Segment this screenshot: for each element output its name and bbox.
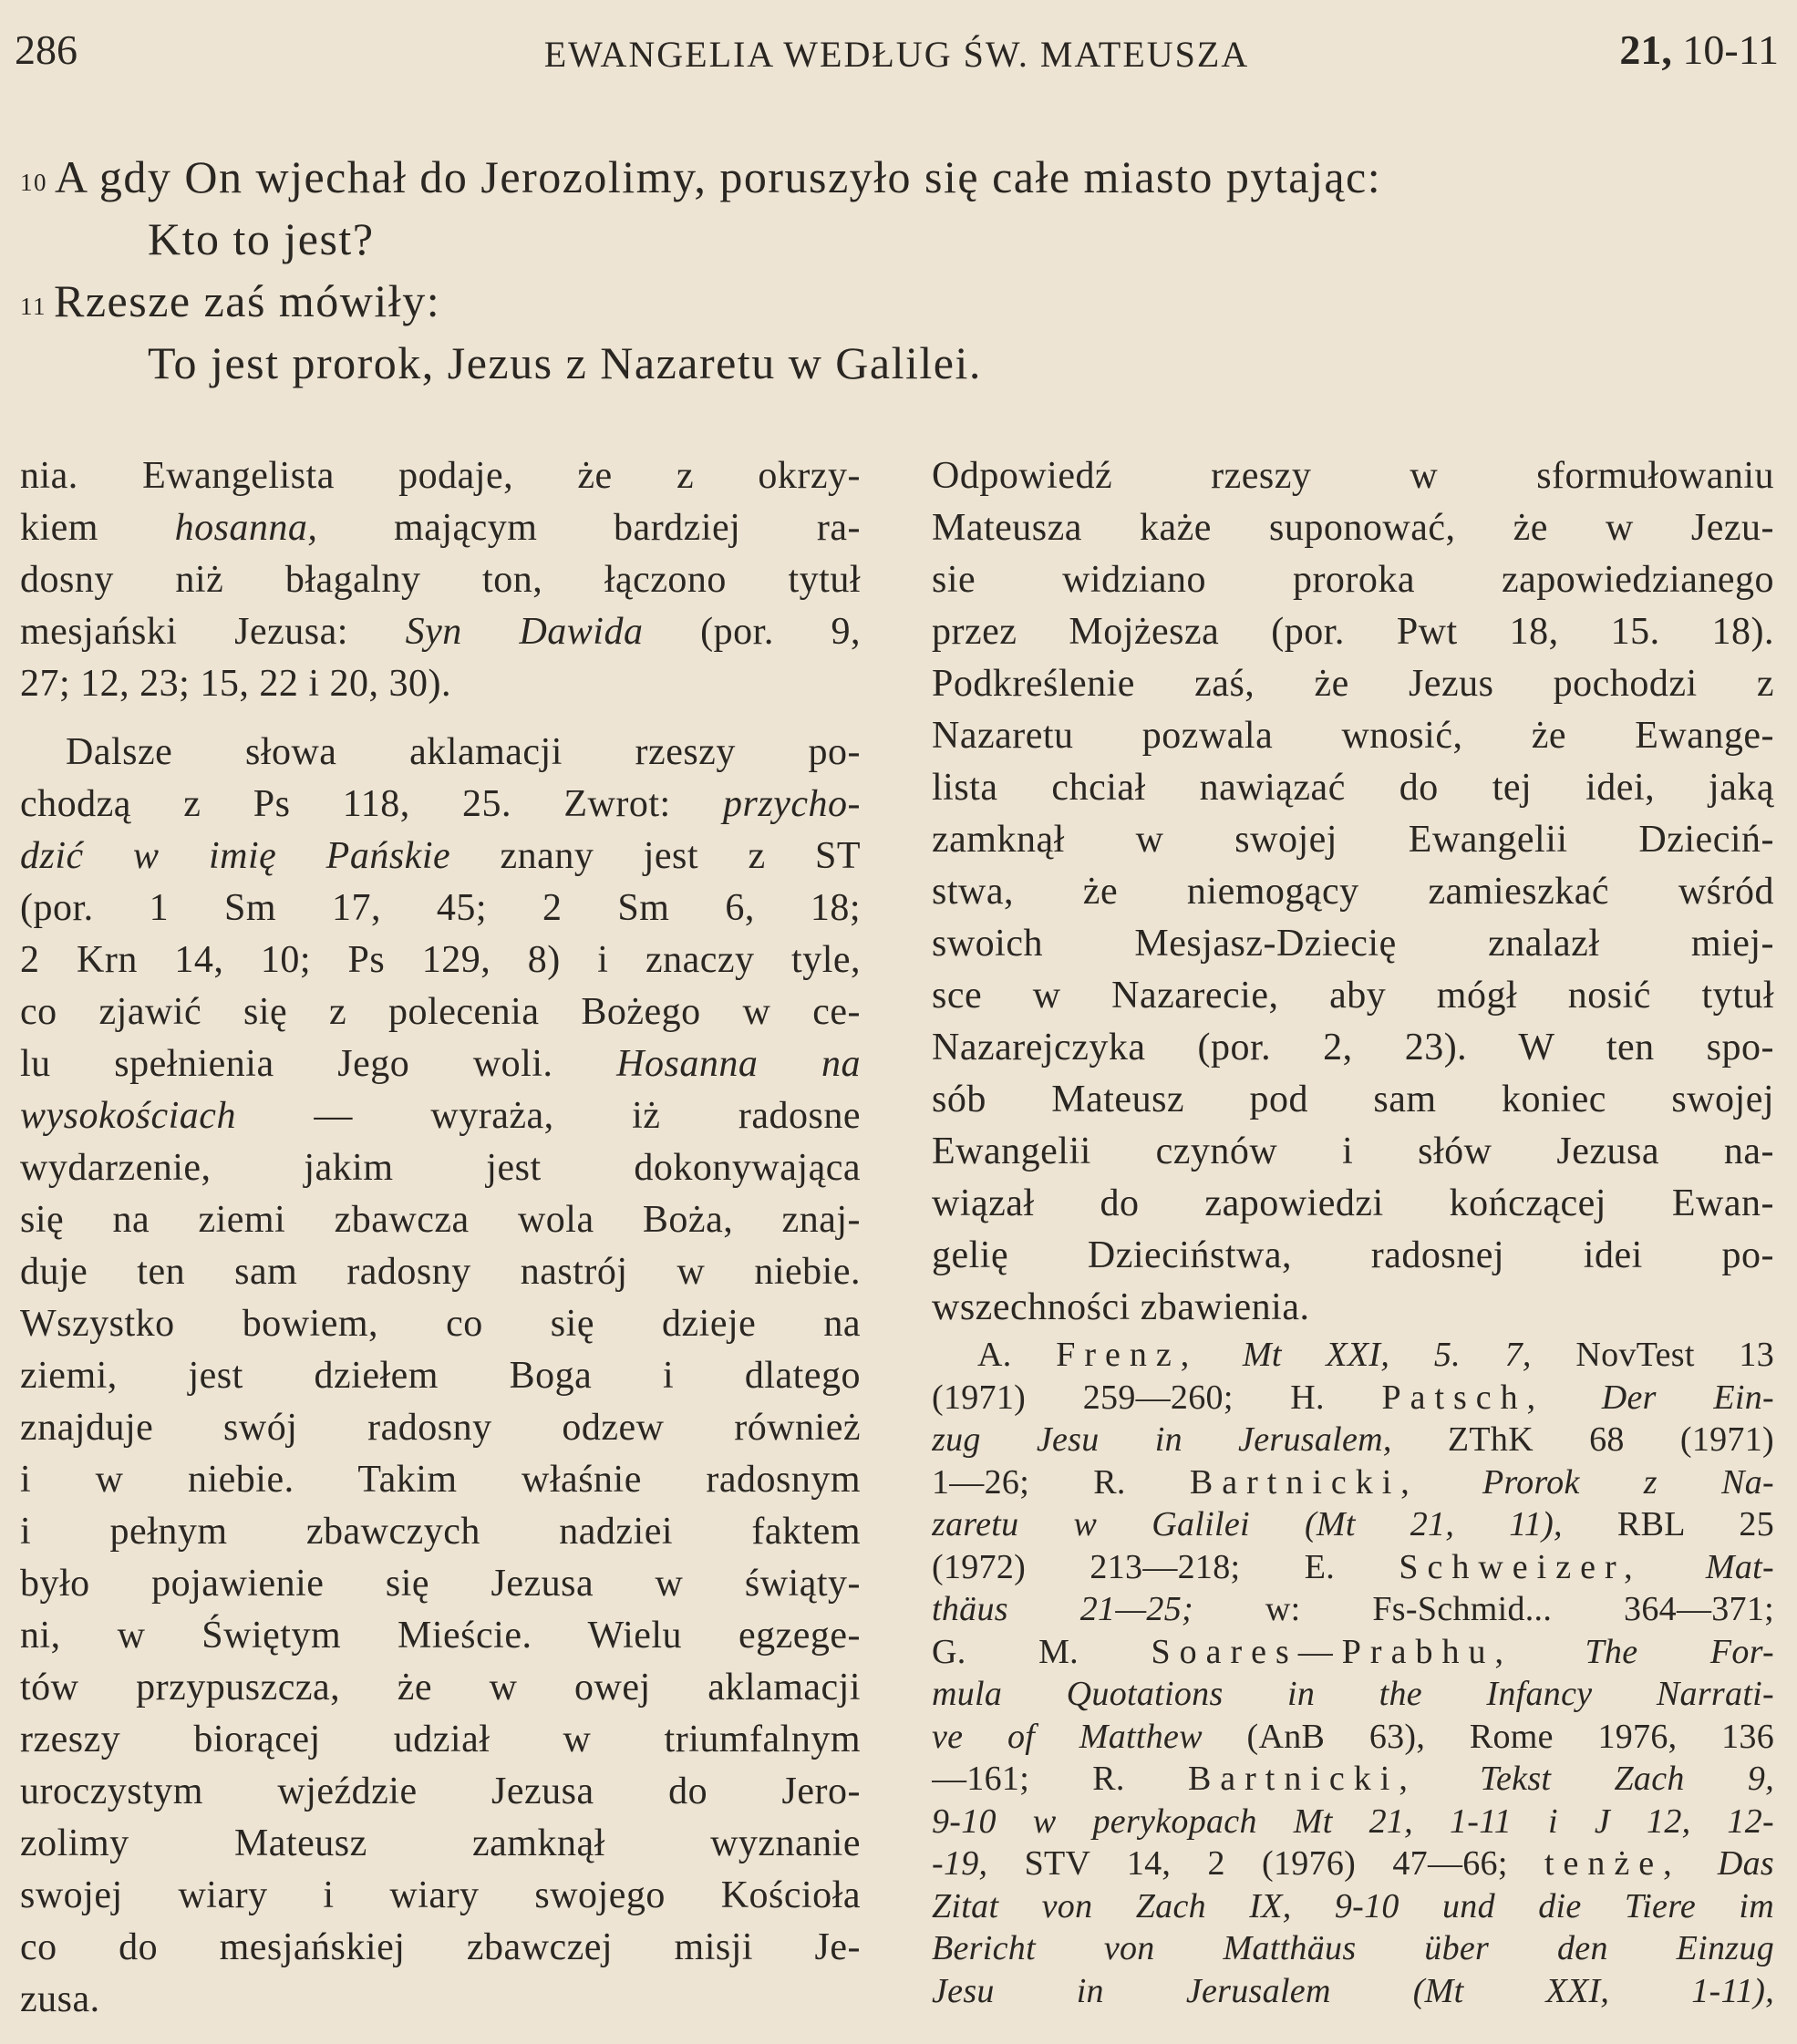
text-line: nia. Ewangelista podaje, że z okrzy- (20, 455, 861, 497)
commentary-left-column (20, 450, 861, 2026)
chapter-number: 21, (1619, 26, 1672, 73)
italic-title: Tekst Zach 9, (1480, 1760, 1774, 1798)
chapter-verse-reference (1619, 26, 1779, 74)
text-line: sie widziano proroka zapowiedzianego (932, 559, 1774, 601)
italic-title: Mat- (1705, 1547, 1774, 1586)
bib-line: (1972) 213—218; E. Schweizer, Mat- (932, 1547, 1774, 1586)
text-line: było pojawienie się Jezusa w świąty- (20, 1563, 861, 1605)
bib-line (932, 1885, 1774, 1928)
verse-text: Rzesze zaś mówiły: (54, 275, 441, 326)
italic-title: Jesu in Jerusalem (Mt XXI, 1-11), (932, 1971, 1774, 2010)
italic-title: Mt XXI, 5. 7, (1242, 1336, 1532, 1374)
italic-title: Der Ein- (1601, 1378, 1774, 1417)
text-line: (por. 1 Sm 17, 45; 2 Sm 6, 18; (20, 887, 861, 929)
text-line: lu spełnienia Jego woli. Hosanna na (20, 1043, 861, 1085)
text-line: rzeszy biorącej udział w triumfalnym (20, 1719, 861, 1760)
italic-title: zug Jesu in Jerusalem, (932, 1420, 1392, 1459)
text-line: Podkreślenie zaś, że Jezus pochodzi z (932, 663, 1774, 705)
italic-term: przycho- (723, 783, 861, 825)
text-line: 2 Krn 14, 10; Ps 129, 8) i znaczy tyle, (20, 939, 861, 981)
italic-title: Zitat von Zach IX, 9-10 und die Tiere im (932, 1886, 1774, 1925)
text-line: przez Mojżesza (por. Pwt 18, 15. 18). (932, 611, 1774, 653)
italic-title: mula Quotations in the Infancy Narrati- (932, 1675, 1774, 1713)
text-line: zusa. (20, 1978, 100, 2020)
text-line: Odpowiedź rzeszy w sformułowaniu (932, 455, 1774, 497)
italic-title: -19, (932, 1844, 988, 1883)
text-line: Mateusza każe suponować, że w Jezu- (932, 507, 1774, 549)
text-line: ni, w Świętym Mieście. Wielu egzege- (20, 1615, 861, 1657)
author-name: Soares—Prabhu, (1151, 1632, 1513, 1671)
text-line: Nazarejczyka (por. 2, 23). W ten spo- (932, 1027, 1774, 1068)
text-line: sób Mateusz pod sam koniec swojej (932, 1079, 1774, 1120)
verse-10-continuation: Kto to jest? (148, 213, 375, 264)
text-line: stwa, że niemogący zamieszkać wśród (932, 871, 1774, 913)
text-line: ziemi, jest dziełem Boga i dlatego (20, 1355, 861, 1397)
bib-line: thäus 21—25; w: Fs-Schmid... 364—371; (932, 1590, 1774, 1628)
running-header (15, 26, 1779, 89)
author-name: tenże, (1544, 1844, 1681, 1883)
verse-text: A gdy On wjechał do Jerozolimy, poruszyło się całe miasto pytając: (55, 151, 1382, 202)
bib-line (932, 1970, 1774, 2013)
text-line: Dalsze słowa aklamacji rzeszy po- (66, 731, 861, 773)
text-line: Wszystko bowiem, co się dzieje na (20, 1303, 861, 1345)
verse-number: 11 (20, 293, 46, 320)
verse-11-continuation: To jest prorok, Jezus z Nazaretu w Galilei. (148, 337, 982, 388)
italic-title: Prorok z Na- (1482, 1462, 1774, 1502)
text-line: i pełnym zbawczych nadziei faktem (20, 1511, 861, 1553)
italic-title: Das (1717, 1844, 1774, 1883)
italic-title: Bericht von Matthäus über den Einzug (932, 1929, 1774, 1967)
bib-line (932, 1927, 1774, 1970)
bib-line: G. M. Soares—Prabhu, The For- (932, 1632, 1774, 1671)
running-title: EWANGELIA WEDŁUG ŚW. MATEUSZA (543, 34, 1250, 75)
text-line: wydarzenie, jakim jest dokonywająca (20, 1147, 861, 1189)
verse-10 (20, 146, 1381, 208)
text-line: co do mesjańskiej zbawczej misji Je- (20, 1926, 861, 1968)
commentary-paragraph (20, 450, 861, 710)
bib-line: ve of Matthew (AnB 63), Rome 1976, 136 (932, 1717, 1774, 1756)
text-line: mesjański Jezusa: Syn Dawida (por. 9, (20, 611, 861, 653)
text-line: zolimy Mateusz zamknął wyznanie (20, 1822, 861, 1864)
text-line: sce w Nazarecie, aby mógł nosić tytuł (932, 975, 1774, 1017)
italic-title: The For- (1585, 1632, 1774, 1671)
text-line: Ewangelii czynów i słów Jezusa na- (932, 1130, 1774, 1172)
bib-line: A. Frenz, Mt XXI, 5. 7, NovTest 13 (977, 1336, 1774, 1374)
bib-line: -19, STV 14, 2 (1976) 47—66; tenże, Das (932, 1844, 1774, 1883)
italic-title: zaretu w Galilei (Mt 21, 11), (932, 1505, 1563, 1543)
text-line: duje ten sam radosny nastrój w niebie. (20, 1251, 861, 1293)
text-line: się na ziemi zbawcza wola Boża, znaj- (20, 1199, 861, 1241)
text-line: uroczystym wjeździe Jezusa do Jero- (20, 1770, 861, 1812)
verse-11 (20, 270, 1381, 332)
author-name: Frenz, (1056, 1336, 1199, 1374)
text-line: chodzą z Ps 118, 25. Zwrot: przycho- (20, 783, 861, 825)
text-line: znajduje swój radosny odzew również (20, 1407, 861, 1449)
bib-line (932, 1673, 1774, 1716)
author-name: Bartnicki, (1189, 1462, 1419, 1502)
text-line: wiązał do zapowiedzi kończącej Ewan- (932, 1182, 1774, 1224)
bib-line: (1971) 259—260; H. Patsch, Der Ein- (932, 1378, 1774, 1417)
italic-term: Syn Dawida (405, 611, 644, 653)
scripture-verses (20, 146, 1381, 394)
text-line: lista chciał nawiązać do tej idei, jaką (932, 767, 1774, 809)
italic-title: 9-10 w perykopach Mt 21, 1-11 i J 12, 12- (932, 1801, 1774, 1841)
bib-line: 1—26; R. Bartnicki, Prorok z Na- (932, 1462, 1774, 1502)
author-name: Schweizer, (1399, 1547, 1642, 1586)
author-name: Patsch, (1381, 1378, 1545, 1417)
text-line: kiem hosanna, mającym bardziej ra- (20, 507, 861, 549)
italic-term: hosanna, (174, 507, 318, 549)
text-line: tów przypuszcza, że w owej aklamacji (20, 1667, 861, 1708)
text-line: 27; 12, 23; 15, 22 i 20, 30). (20, 663, 451, 705)
text-line: wysokościach — wyraża, iż radosne (20, 1095, 861, 1137)
page-number: 286 (15, 26, 77, 73)
commentary-right-column (932, 450, 1774, 2012)
text-line: Nazaretu pozwala wnosić, że Ewange- (932, 715, 1774, 757)
bib-line: zug Jesu in Jerusalem, ZThK 68 (1971) (932, 1420, 1774, 1459)
bib-line (932, 1801, 1774, 1843)
text-line: swoich Mesjasz-Dziecię znalazł miej- (932, 923, 1774, 965)
commentary-paragraph (932, 450, 1774, 1334)
text-line: gelię Dzieciństwa, radosnej idei po- (932, 1234, 1774, 1276)
italic-title: thäus 21—25; (932, 1590, 1193, 1628)
text-line: co zjawić się z polecenia Bożego w ce- (20, 991, 861, 1033)
bib-line: —161; R. Bartnicki, Tekst Zach 9, (932, 1760, 1774, 1798)
commentary-paragraph (20, 727, 861, 2026)
text-line: dzić w imię Pańskie znany jest z ST (20, 835, 861, 877)
text-line: wszechności zbawienia. (932, 1286, 1310, 1328)
text-line: dosny niż błagalny ton, łączono tytuł (20, 559, 861, 601)
italic-term: dzić w imię Pańskie (20, 835, 451, 877)
bib-line: zaretu w Galilei (Mt 21, 11), RBL 25 (932, 1505, 1774, 1543)
text-line: zamknął w swojej Ewangelii Dzieciń- (932, 819, 1774, 861)
text-line: i w niebie. Takim właśnie radosnym (20, 1459, 861, 1501)
text-line: swojej wiary i wiary swojego Kościoła (20, 1874, 861, 1916)
italic-term: wysokościach (20, 1095, 236, 1137)
italic-title: ve of Matthew (932, 1717, 1203, 1756)
italic-term: Hosanna na (616, 1043, 861, 1085)
author-name: Bartnicki, (1187, 1760, 1417, 1798)
bibliography (932, 1334, 1774, 2012)
verse-range: 10-11 (1682, 26, 1779, 73)
verse-number: 10 (20, 169, 47, 196)
